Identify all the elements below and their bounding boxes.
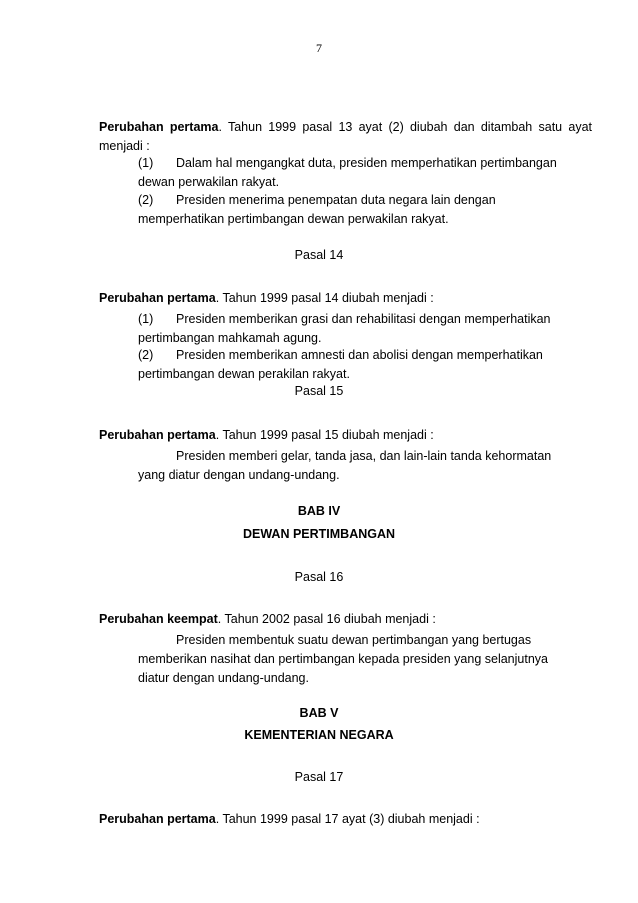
amendment-text: . Tahun 1999 pasal 13 ayat (2) diubah dan ditambah satu ayat <box>218 120 592 134</box>
amendment-label: Perubahan pertama <box>99 812 216 826</box>
item-number: (1) <box>138 156 154 170</box>
article-body <box>138 631 588 688</box>
item-text: Presiden menerima penempatan duta negara lain dengan <box>176 193 496 207</box>
chapter-title: KEMENTERIAN NEGARA <box>244 728 394 742</box>
body-text: memberikan nasihat dan pertimbangan kepada presiden yang selanjutnya <box>138 652 548 666</box>
amendment-intro-line: menjadi : <box>99 139 150 153</box>
article-heading: Pasal 17 <box>294 770 344 784</box>
amendment-intro <box>99 810 592 829</box>
item-text: Dalam hal mengangkat duta, presiden memperhatikan pertimbangan <box>176 156 557 170</box>
list-item <box>138 346 578 384</box>
item-text: dewan perwakilan rakyat. <box>138 175 280 189</box>
list-item <box>138 191 578 229</box>
amendment-label: Perubahan pertama <box>99 120 219 134</box>
item-number: (1) <box>138 312 154 326</box>
item-text: pertimbangan dewan perakilan rakyat. <box>138 367 350 381</box>
item-text: Presiden memberikan grasi dan rehabilitasi dengan memperhatikan <box>176 312 551 326</box>
amendment-label: Perubahan pertama <box>99 428 216 442</box>
amendment-text: . Tahun 1999 pasal 17 ayat (3) diubah menjadi : <box>215 812 480 826</box>
list-item <box>138 154 578 192</box>
chapter-title: DEWAN PERTIMBANGAN <box>242 527 396 541</box>
body-text: Presiden membentuk suatu dewan pertimbangan yang bertugas <box>176 633 532 647</box>
body-text: diatur dengan undang-undang. <box>138 671 309 685</box>
amendment-intro <box>99 426 592 445</box>
item-number: (2) <box>138 193 154 207</box>
chapter-number: BAB IV <box>297 504 341 518</box>
chapter-number: BAB V <box>299 706 339 720</box>
amendment-label: Perubahan pertama <box>99 291 216 305</box>
item-text: Presiden memberikan amnesti dan abolisi dengan memperhatikan <box>176 348 543 362</box>
amendment-intro <box>99 289 592 308</box>
list-item <box>138 310 578 348</box>
item-number: (2) <box>138 348 154 362</box>
item-text: pertimbangan mahkamah agung. <box>138 331 322 345</box>
body-text: Presiden memberi gelar, tanda jasa, dan lain-lain tanda kehormatan <box>176 449 552 463</box>
amendment-intro <box>99 610 592 629</box>
article-heading: Pasal 15 <box>294 384 344 398</box>
article-heading: Pasal 14 <box>294 248 344 262</box>
amendment-label: Perubahan keempat <box>99 612 218 626</box>
amendment-text: . Tahun 1999 pasal 14 diubah menjadi : <box>215 291 434 305</box>
amendment-intro <box>99 118 592 156</box>
article-heading: Pasal 16 <box>294 570 344 584</box>
page-number: 7 <box>316 41 322 55</box>
amendment-text: . Tahun 2002 pasal 16 diubah menjadi : <box>217 612 436 626</box>
body-text: yang diatur dengan undang-undang. <box>138 468 340 482</box>
item-text: memperhatikan pertimbangan dewan perwakilan rakyat. <box>138 212 449 226</box>
amendment-text: . Tahun 1999 pasal 15 diubah menjadi : <box>215 428 434 442</box>
amendment-intro-line <box>99 118 592 137</box>
article-body <box>138 447 578 485</box>
